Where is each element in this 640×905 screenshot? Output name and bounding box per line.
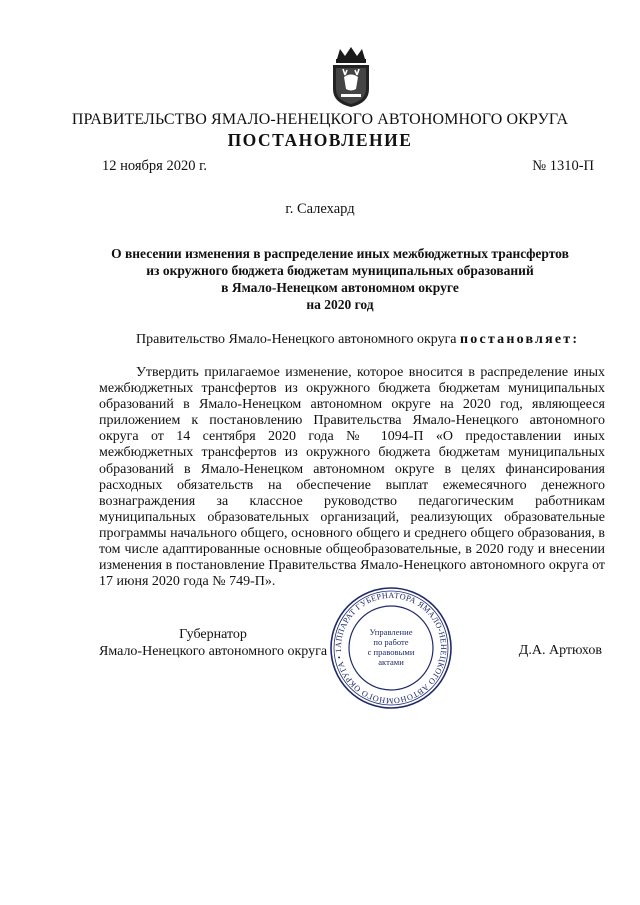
- stamp-ring-text: АППАРАТ ГУБЕРНАТОРА ЯМАЛО-НЕНЕЦКОГО АВТОНОМНОГО ОКРУГА • 1: [333, 590, 449, 706]
- signatory-title-line: Губернатор: [179, 627, 247, 642]
- document-body: [99, 365, 605, 590]
- document-date: 12 ноября 2020 г.: [102, 158, 208, 174]
- subject-line: в Ямало-Ненецком автономном округе: [221, 280, 459, 295]
- document-number: № 1310-П: [532, 158, 594, 174]
- signatory-title-line: Ямало-Ненецкого автономного округа: [99, 644, 328, 659]
- document-subject: [60, 245, 620, 313]
- preamble: [136, 332, 579, 348]
- subject-line: на 2020 год: [306, 297, 374, 312]
- government-title: ПРАВИТЕЛЬСТВО ЯМАЛО-НЕНЕЦКОГО АВТОНОМНОГО ОКРУГА: [71, 111, 569, 128]
- official-stamp: [328, 585, 454, 711]
- subject-line: из окружного бюджета бюджетам муниципальных образований: [146, 263, 534, 278]
- preamble-text: Правительство Ямало-Ненецкого автономного округа: [136, 332, 461, 347]
- stamp-center-line: актами: [378, 657, 404, 667]
- stamp-center-line: по работе: [373, 637, 409, 647]
- signatory-name: Д.А. Артюхов: [518, 643, 602, 658]
- body-paragraph: Утвердить прилагаемое изменение, которое вносится в распределение иных межбюджетных трансфертов из окружного бюджета бюджетам муниципальных образований в Ямало-Ненецком автономном округе на 2020 год, являющееся приложением к постановлению Правительства Ямало-Ненецкого автономного округа от 14 сентября 2020 года № 1094-П «О предоставлении иных межбюджетных трансфертов из окружного бюджета бюджетам муниципальных образований в Ямало-Ненецком автономном округе в целях финансирования расходных обязательств на обеспечение выплат ежемесячного денежного вознаграждения за классное руководство педагогическим работникам муниципальных образовательных организаций, реализующих образовательные программы начального общего, основного общего и среднего общего образования, в том числе адаптированные основные общеобразовательные, в 2020 году и внесении изменения в постановление Правительства Ямало-Ненецкого автономного округа от 17 июня 2020 года № 749-П».: [99, 365, 605, 590]
- document-type: ПОСТАНОВЛЕНИЕ: [227, 130, 413, 150]
- stamp-center-line: с правовыми: [367, 647, 415, 657]
- stamp-center-line: Управление: [369, 627, 413, 637]
- signatory-title: [99, 626, 327, 660]
- coat-of-arms-icon: [327, 45, 375, 109]
- preamble-emphasis: постановляет:: [460, 332, 580, 347]
- document-city: г. Салехард: [285, 201, 355, 217]
- subject-line: О внесении изменения в распределение иных межбюджетных трансфертов: [111, 246, 569, 261]
